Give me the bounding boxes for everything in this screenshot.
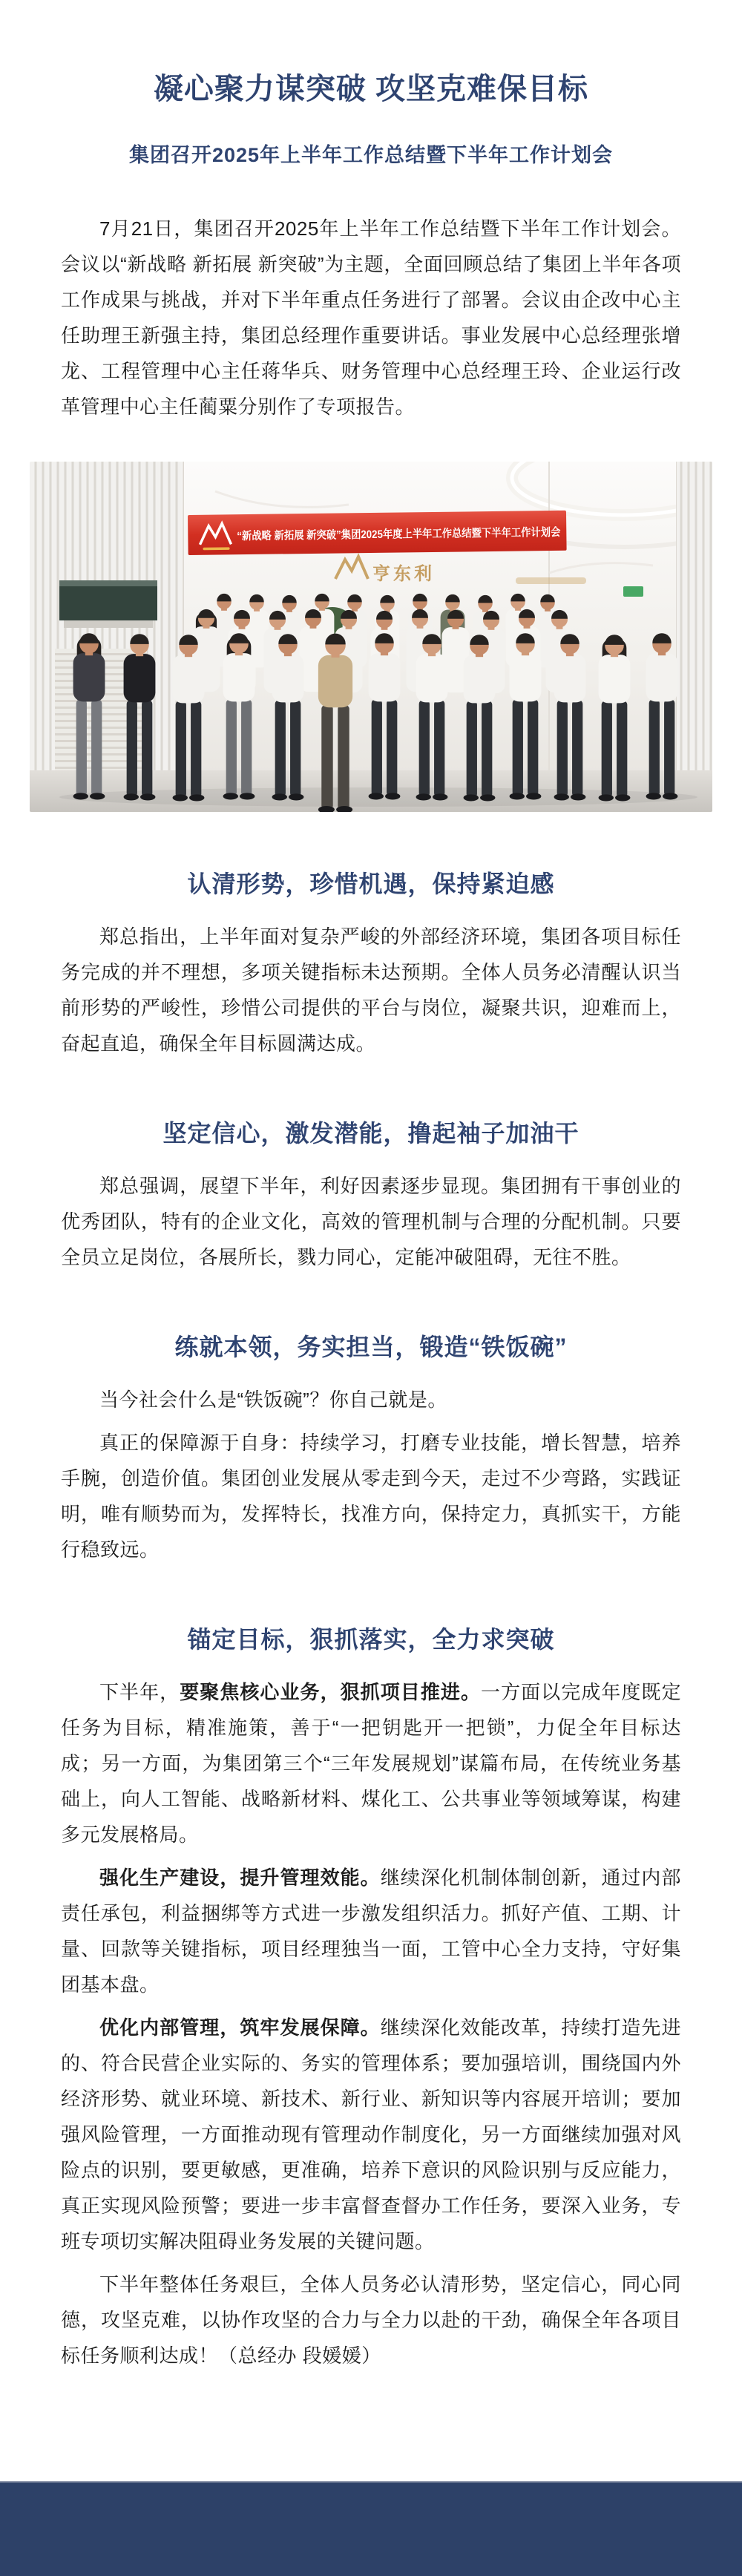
photo-scene xyxy=(30,462,712,812)
section-1-paragraph-1: 郑总指出，上半年面对复杂严峻的外部经济环境，集团各项目标任务完成的并不理想，多项关键指标未达预期。全体人员务必清醒认识当前形势的严峻性，珍惜公司提供的平台与岗位，凝聚共识，迎难而上，奋起直追，确保全年目标圆满达成。 xyxy=(61,925,681,1055)
group-photo[interactable] xyxy=(30,462,712,812)
text-segment-bold: 要聚焦核心业务，狠抓项目推进。 xyxy=(180,1681,481,1703)
section-3-paragraph-2: 真正的保障源于自身：持续学习，打磨专业技能，增长智慧，培养手腕，创造价值。集团创业发展从零走到今天，走过不少弯路，实践证明，唯有顺势而为，发挥特长，找准方向，保持定力，真抓实干，方能行稳致远。 xyxy=(61,1432,681,1561)
window-slats-right xyxy=(677,462,712,781)
footer-bar xyxy=(0,2481,742,2576)
intro-paragraph: 7月21日，集团召开2025年上半年工作总结暨下半年工作计划会。会议以“新战略 新拓展 新突破”为主题，全面回顾总结了集团上半年各项工作成果与挑战，并对下半年重点任务进行了部署。会议由企改中心主任助理王新强主持，集团总经理作重要讲话。事业发展中心总经理张增龙、工程管理中心主任蒋华兵、财务管理中心总经理王玲、企业运行改革管理中心主任蔺粟分别作了专项报告。 xyxy=(61,217,681,418)
section-heading-4: 锚定目标，狠抓落实，全力求突破 xyxy=(187,1626,555,1653)
text-segment: 下半年， xyxy=(99,1681,180,1703)
wall-subtext-blur xyxy=(516,577,586,584)
text-segment: 一方面以完成年度既定任务为目标，精准施策，善于“一把钥匙开一把锁”，力促全年目标达成；另一方面，为集团第三个“三年发展规划”谋篇布局，在传统业务基础上，向人工智能、战略新材料、煤化工、公共事业等领域筹谋，构建多元发展格局。 xyxy=(61,1681,681,1846)
section-heading-1: 认清形势，珍惜机遇，保持紧迫感 xyxy=(187,871,555,897)
article-title: 凝心聚力谋突破 攻坚克难保目标 xyxy=(153,73,589,105)
text-segment-bold: 优化内部管理，筑牢发展保障。 xyxy=(99,2016,381,2039)
section-4-paragraph-2 xyxy=(61,1860,681,2002)
article-subtitle: 集团召开2025年上半年工作总结暨下半年工作计划会 xyxy=(128,144,614,166)
section-4-paragraph-4: 下半年整体任务艰巨，全体人员务必认清形势，坚定信心，同心同德，攻坚克难，以协作攻坚的合力与全力以赴的干劲，确保全年各项目标任务顺利达成！（总经办 段媛媛） xyxy=(61,2273,681,2367)
text-segment: 继续深化机制体制创新，通过内部责任承包，利益捆绑等方式进一步激发组织活力。抓好产值、工期、计量、回款等关键指标，项目经理独当一面，工管中心全力支持，守好集团基本盘。 xyxy=(61,1867,681,1996)
section-2-paragraph-1: 郑总强调，展望下半年，利好因素逐步显现。集团拥有干事创业的优秀团队，特有的企业文化，高效的管理机制与合理的分配机制。只要全员立足岗位，各展所长，戮力同心，定能冲破阻碍，无往不胜。 xyxy=(61,1175,681,1268)
aquarium-rim xyxy=(59,580,157,586)
aquarium xyxy=(59,586,157,620)
text-segment-bold: 强化生产建设，提升管理效能。 xyxy=(99,1867,381,1889)
exit-sign xyxy=(623,586,643,597)
text-segment: 继续深化效能改革，持续打造先进的、符合民营企业实际的、务实的管理体系；要加强培训，围绕国内外经济形势、就业环境、新技术、新行业、新知识等内容展开培训；要加强风险管理，一方面推动现有管理动作制度化，另一方面继续加强对风险点的识别，要更敏感，更准确，培养下意识的风险识别与反应能力，真正实现风险预警；要进一步丰富督查督办工作任务，要深入业务，专班专项切实解决阻碍业务发展的关键问题。 xyxy=(61,2016,681,2252)
section-heading-3: 练就本领，务实担当，锻造“铁饭碗” xyxy=(174,1334,568,1360)
section-4-paragraph-3 xyxy=(61,2010,681,2259)
wall-logo-text: 亨东利 xyxy=(372,564,435,584)
banner-logo-subtext xyxy=(203,547,230,550)
aquarium-stand xyxy=(64,620,153,628)
section-4-paragraph-1 xyxy=(61,1674,681,1852)
section-heading-2: 坚定信心，激发潜能，撸起袖子加油干 xyxy=(162,1120,580,1147)
banner-text: “新战略 新拓展 新突破”集团2025年度上半年工作总结暨下半年工作计划会 xyxy=(237,525,603,543)
section-3-paragraph-1: 当今社会什么是“铁饭碗”？你自己就是。 xyxy=(99,1389,447,1411)
meeting-banner xyxy=(188,511,603,555)
